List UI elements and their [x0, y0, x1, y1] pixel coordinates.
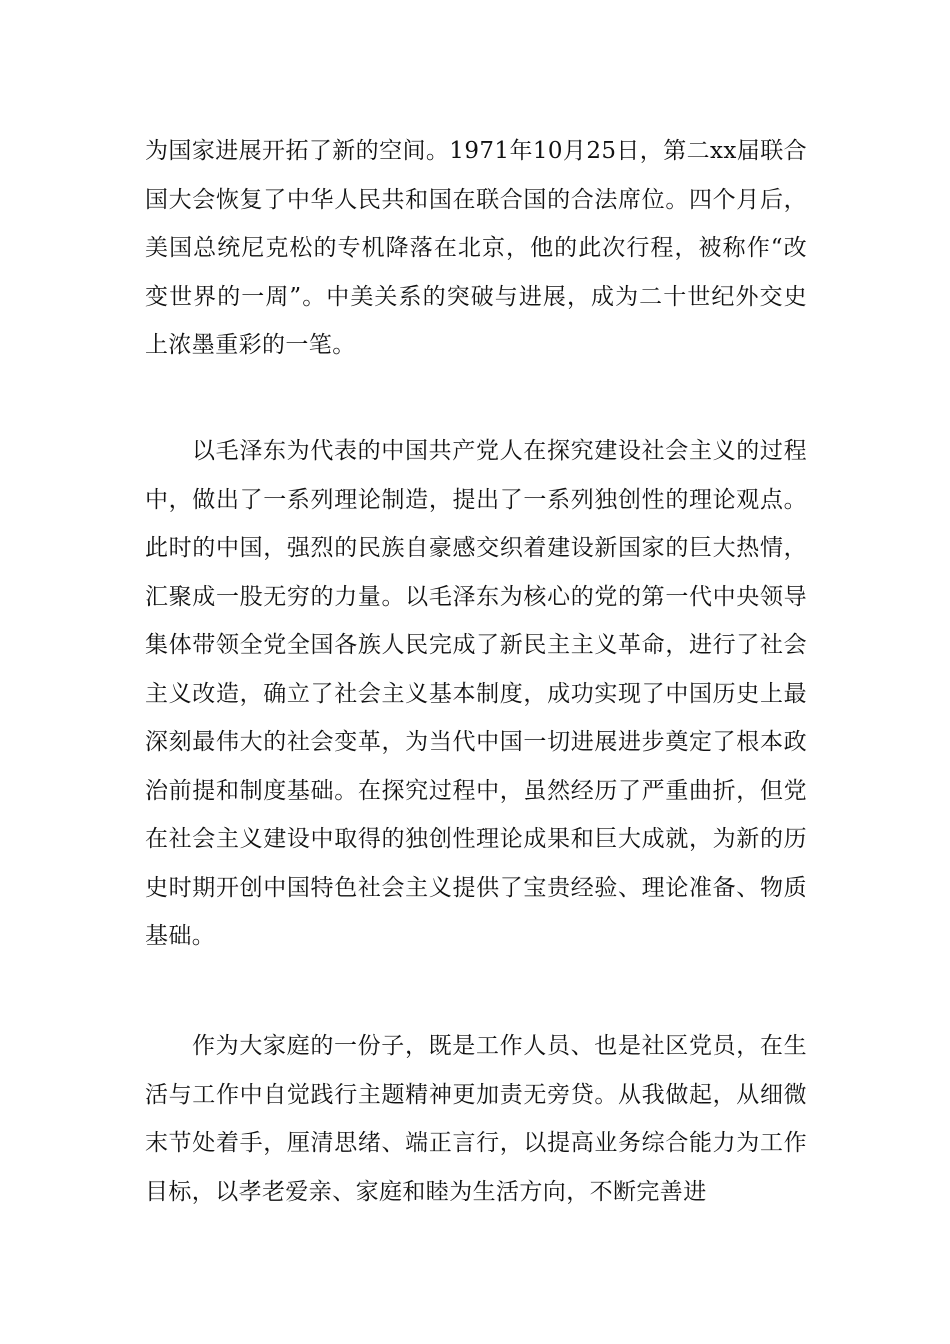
paragraph-mao-zedong: 以毛泽东为代表的中国共产党人在探究建设社会主义的过程中，做出了一系列理论制造，提出了一系列独创性的理论观点。此时的中国，强烈的民族自豪感交织着建设新国家的巨大热情，汇聚成一股无穷的力量。以毛泽东为核心的党的第一代中央领导集体带领全党全国各族人民完成了新民主主义革命，进行了社会主义改造，确立了社会主义基本制度，成功实现了中国历史上最深刻最伟大的社会变革，为当代中国一切进展进步奠定了根本政治前提和制度基础。在探究过程中，虽然经历了严重曲折，但党在社会主义建设中取得的独创性理论成果和巨大成就，为新的历史时期开创中国特色社会主义提供了宝贵经验、理论准备、物质基础。 [145, 438, 807, 949]
paragraph-continuation: 为国家进展开拓了新的空间。1971年10月25日，第二xx届联合国大会恢复了中华人民共和国在联合国的合法席位。四个月后，美国总统尼克松的专机降落在北京，他的此次行程，被称作“改变世界的一周”。中美关系的突破与进展，成为二十世纪外交史上浓墨重彩的一笔。 [145, 138, 807, 358]
paragraph-community-member: 作为大家庭的一份子，既是工作人员、也是社区党员，在生活与工作中自觉践行主题精神更加责无旁贷。从我做起，从细微末节处着手，厘清思绪、端正言行，以提高业务综合能力为工作目标，以孝老爱亲、家庭和睦为生活方向，不断完善进 [145, 1033, 807, 1205]
